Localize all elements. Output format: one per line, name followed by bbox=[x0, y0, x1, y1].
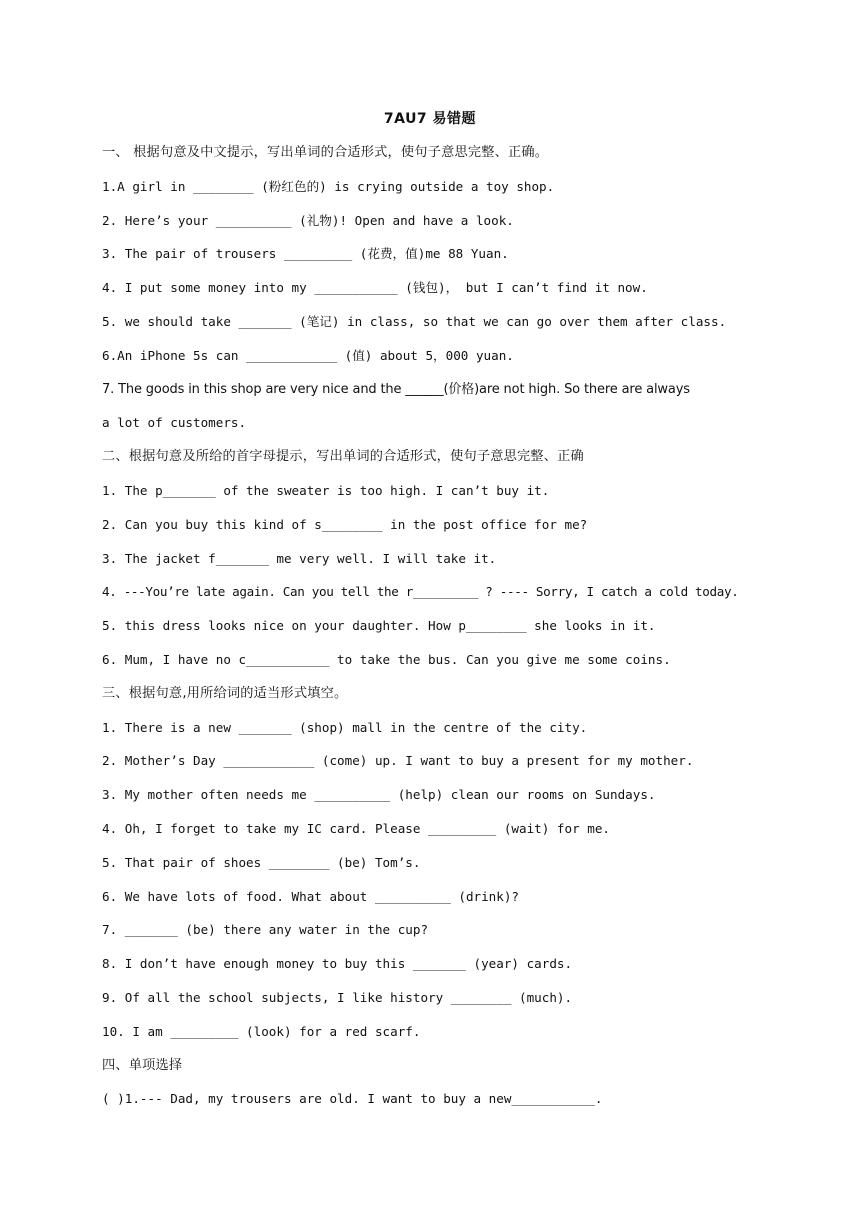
question-1-6: 6.An iPhone 5s can ____________ (值) about 5，000 yuan. bbox=[102, 347, 514, 363]
question-2-3: 3. The jacket f_______ me very well. I will take it. bbox=[102, 550, 497, 566]
section-heading-3: 三、根据句意,用所给词的适当形式填空。 bbox=[102, 685, 348, 701]
question-1-2: 2. Here’s your __________ (礼物)! Open and have a look. bbox=[102, 212, 514, 228]
question-2-1: 1. The p_______ of the sweater is too high. I can’t buy it. bbox=[102, 482, 550, 498]
page-title: 7AU7 易错题 bbox=[383, 111, 477, 127]
section-heading-2: 二、根据句意及所给的首字母提示，写出单词的合适形式，使句子意思完整、正确 bbox=[102, 449, 584, 465]
question-1-7-continued: a lot of customers. bbox=[102, 415, 247, 431]
question-1-7: 7. The goods in this shop are very nice and the ______(价格)are not high. So there are always bbox=[102, 381, 690, 397]
question-1-5: 5. we should take _______ (笔记) in class, so that we can go over them after class. bbox=[102, 313, 727, 329]
question-1-3: 3. The pair of trousers _________ (花费，值)me 88 Yuan. bbox=[102, 246, 509, 262]
section-heading-1: 一、 根据句意及中文提示，写出单词的合适形式，使句子意思完整、正确。 bbox=[102, 145, 549, 160]
question-1-4: 4. I put some money into my ___________ (钱包)， but I can’t find it now. bbox=[102, 280, 648, 296]
question-1-1: 1.A girl in ________ (粉红色的) is crying outside a toy shop. bbox=[102, 178, 555, 194]
question-2-2: 2. Can you buy this kind of s________ in the post office for me? bbox=[102, 516, 588, 532]
question-3-1: 1. There is a new _______ (shop) mall in the centre of the city. bbox=[102, 719, 588, 735]
question-2-6: 6. Mum, I have no c___________ to take the bus. Can you give me some coins. bbox=[102, 651, 671, 667]
question-2-4: 4. ---You’re late again. Can you tell the r_________ ? ---- Sorry, I catch a cold today. bbox=[102, 584, 739, 600]
question-4-1: ( )1.--- Dad, my trousers are old. I want to buy a new___________. bbox=[102, 1091, 603, 1107]
question-3-7: 7. _______ (be) there any water in the cup? bbox=[102, 922, 429, 938]
question-3-10: 10. I am _________ (look) for a red scarf. bbox=[102, 1023, 421, 1039]
question-3-9: 9. Of all the school subjects, I like history ________ (much). bbox=[102, 989, 573, 1005]
section-heading-4: 四、单项选择 bbox=[102, 1057, 183, 1073]
question-3-8: 8. I don’t have enough money to buy this _______ (year) cards. bbox=[102, 956, 573, 972]
question-3-5: 5. That pair of shoes ________ (be) Tom’s. bbox=[102, 854, 421, 870]
question-3-4: 4. Oh, I forget to take my IC card. Please _________ (wait) for me. bbox=[102, 820, 610, 836]
question-2-5: 5. this dress looks nice on your daughter. How p________ she looks in it. bbox=[102, 618, 656, 634]
question-3-3: 3. My mother often needs me __________ (help) clean our rooms on Sundays. bbox=[102, 787, 656, 803]
question-3-6: 6. We have lots of food. What about __________ (drink)? bbox=[102, 888, 520, 904]
question-3-2: 2. Mother’s Day ____________ (come) up. I want to buy a present for my mother. bbox=[102, 753, 694, 769]
exercise-content bbox=[102, 136, 766, 1116]
